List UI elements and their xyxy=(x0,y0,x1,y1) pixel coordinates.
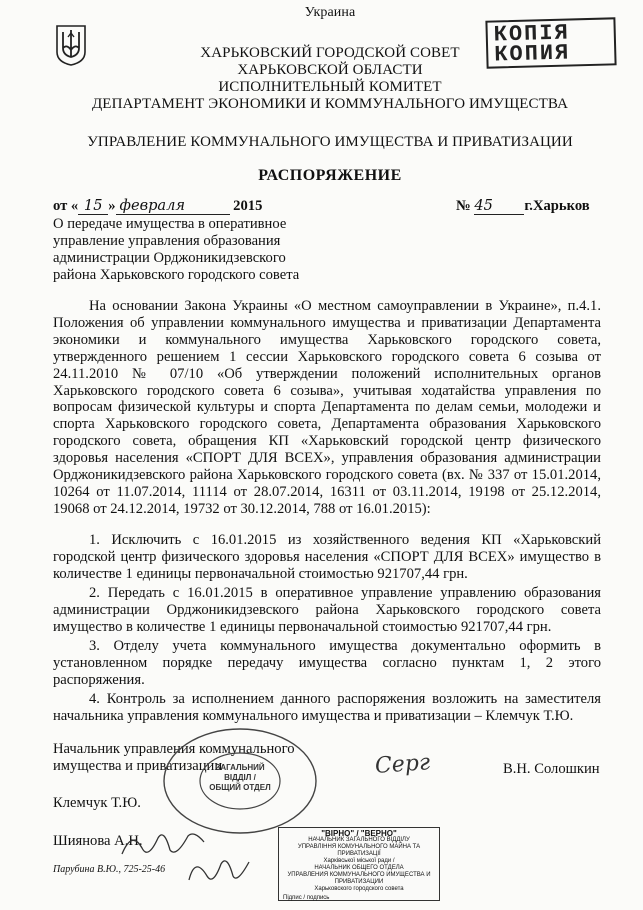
verno-stamp-line: НАЧАЛЬНИК ОБЩЕГО ОТДЕЛА xyxy=(314,865,404,871)
round-stamp-line: ОБЩИЙ ОТДЕЛ xyxy=(209,783,271,792)
header-country: Украина xyxy=(304,5,356,20)
order-item-2: 2. Передать с 16.01.2015 в оперативное управление управлению образования администрации Орджоникидзевского района Харьковского городского совета имущество в количестве 1 единицы первоначальной стоимостью 921707,44 грн. xyxy=(53,585,601,635)
city: г.Харьков xyxy=(524,198,590,214)
subject-line: района Харьковского городского совета xyxy=(53,266,300,283)
order-item-3: 3. Отделу учета коммунального имущества документально оформить в установленном порядке передачу имущества согласно пунктам 1, 2 этого распоряжения. xyxy=(53,638,601,688)
copy-stamp-line-1: КОПІЯ xyxy=(493,20,571,48)
date-month: февраля xyxy=(116,197,230,215)
order-item-1: 1. Исключить с 16.01.2015 из хозяйственного ведения КП «Харьковский городской центр физического здоровья населения «СПОРТ ДЛЯ ВСЕХ» имущество в количестве 1 единицы первоначальной стоимостью 921707,44 грн. xyxy=(53,532,601,582)
subject-line: О передаче имущества в оперативное xyxy=(53,216,287,232)
header-region: ХАРЬКОВСКОЙ ОБЛАСТИ xyxy=(237,62,423,78)
verno-stamp-title: "ВІРНО" / "ВЕРНО" xyxy=(321,829,397,838)
verno-stamp-line: НАЧАЛЬНИК ЗАГАЛЬНОГО ВІДДІЛУ xyxy=(308,837,410,843)
verno-stamp-line: Харьковского городского совета xyxy=(314,886,404,892)
subject-line: администрации Орджоникидзевского xyxy=(53,249,286,266)
verno-stamp-line: УПРАВЛІННЯ КОМУНАЛЬНОГО МАЙНА ТА ПРИВАТИЗАЦІЇ xyxy=(297,844,421,857)
signatory-position-line-1: Начальник управления коммунального xyxy=(53,741,295,757)
round-stamp-text xyxy=(204,763,276,793)
date-mid: » xyxy=(108,198,116,214)
approval-name-2: Шиянова А.Н. xyxy=(53,833,143,849)
verno-stamp-sign-label: Підпис / подпись xyxy=(283,895,330,901)
date-day: 15 xyxy=(78,197,108,215)
executor-note: Парубина В.Ю., 725-25-46 xyxy=(53,864,166,875)
header-department: ДЕПАРТАМЕНТ ЭКОНОМИКИ И КОММУНАЛЬНОГО ИМУЩЕСТВА xyxy=(91,96,569,112)
header-office: УПРАВЛЕНИЕ КОММУНАЛЬНОГО ИМУЩЕСТВА И ПРИВАТИЗАЦИИ xyxy=(87,134,573,150)
round-stamp-line: ЗАГАЛЬНИЙ xyxy=(215,763,265,772)
date-line xyxy=(53,197,262,215)
document-number: 45 xyxy=(474,197,524,215)
certified-copy-stamp xyxy=(278,827,440,901)
preamble-paragraph: На основании Закона Украины «О местном самоуправлении в Украине», п.4.1. Положения об управлении коммунального имущества и приватизации Департамента экономики и коммунального имущества Харьковского городского совета, утвержденного решением 1 сессии Харьковского городского совета 6 созыва от 24.11.2010 № 07/10 «Об утверждении положений исполнительных органов Харьковского городского совета 6 созыва», учитывая ходатайства управления по вопросам физической культуры и спорта Департамента по делам семьи, молодежи и спорта Харьковского городского совета, Департамента образования Харьковского городского совета, обращения КП «Харьковский городской центр физического здоровья населения «СПОРТ ДЛЯ ВСЕХ», управления образования администрации Орджоникидзевского района Харьковского городского совета (вх. № 337 от 15.01.2014, 10264 от 11.07.2014, 11114 от 28.07.2014, 16311 от 03.11.2014, 19198 от 25.12.2014, 19068 от 24.12.2014, 19732 от 30.12.2014, 788 от 16.01.2015): xyxy=(53,298,601,517)
copy-stamp-line-2: КОПИЯ xyxy=(493,40,571,68)
number-label: № xyxy=(456,198,471,214)
verno-stamp-line: УПРАВЛЕНИЯ КОММУНАЛЬНОГО ИМУЩЕСТВА И ПРИВАТИЗАЦИИ xyxy=(287,872,431,885)
header-committee: ИСПОЛНИТЕЛЬНЫЙ КОМИТЕТ xyxy=(218,79,442,95)
date-year: 2015 xyxy=(233,198,263,214)
document-title: РАСПОРЯЖЕНИЕ xyxy=(258,167,402,184)
subject-block xyxy=(53,216,353,284)
header-council: ХАРЬКОВСКИЙ ГОРОДСКОЙ СОВЕТ xyxy=(200,45,460,61)
number-line xyxy=(456,197,590,215)
verno-stamp-line: Харківської міської ради / xyxy=(323,858,395,864)
order-item-4: 4. Контроль за исполнением данного распоряжения возложить на заместителя начальника управления коммунального имущества и приватизации – Клемчук Т.Ю. xyxy=(53,691,601,724)
round-stamp-line: ВІДДІЛ / xyxy=(224,773,256,782)
verno-signature xyxy=(185,850,255,890)
handwritten-signature: Серг xyxy=(374,750,431,779)
date-prefix: от « xyxy=(53,198,79,214)
signatory-position-line-2: имущества и приватизации xyxy=(53,757,223,774)
approval-name-1: Клемчук Т.Ю. xyxy=(53,795,141,811)
subject-line: управление управления образования xyxy=(53,232,281,249)
signatory-name: В.Н. Солошкин xyxy=(503,761,600,777)
